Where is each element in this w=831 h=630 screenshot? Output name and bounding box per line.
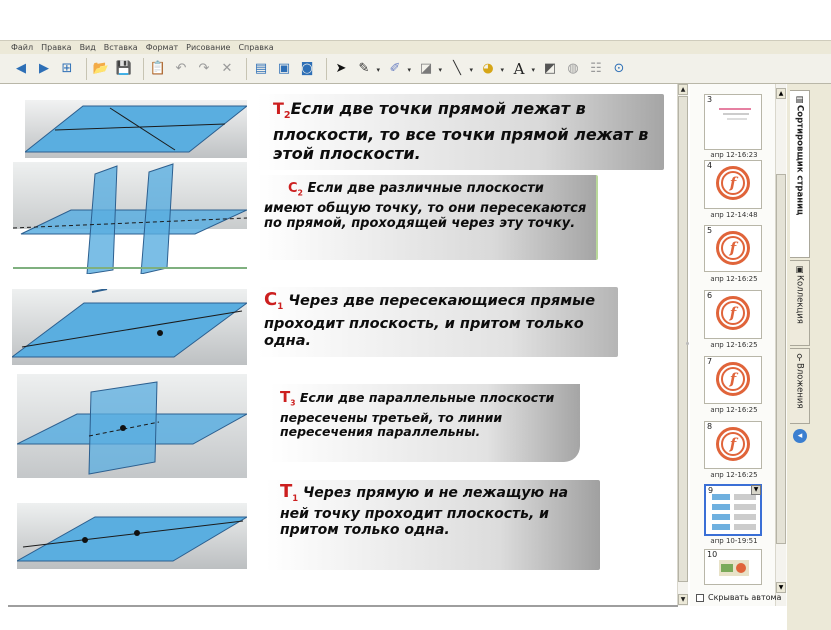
statement-text: Если две параллельные плоскости пересечены третьей, то линии пересечения параллельны. [280, 390, 555, 439]
gallery-icon[interactable]: ◍ [567, 61, 579, 76]
scroll-down-icon[interactable]: ▼ [776, 582, 786, 593]
page-date: апр 12-16:23 [710, 151, 758, 159]
select-icon[interactable]: ➤ [335, 61, 347, 76]
page-thumbnail-8[interactable] [704, 421, 762, 469]
page-thumbnail-10[interactable] [704, 549, 762, 585]
toolbar-separator [143, 58, 144, 80]
statement-code: T [280, 388, 291, 406]
f-logo-icon [716, 427, 750, 461]
tab-page-sorter[interactable] [790, 90, 810, 258]
statement-subscript: 3 [290, 398, 296, 408]
diagram-two-intersecting-lines [12, 289, 247, 365]
collapse-panel-icon[interactable]: ◂ [793, 429, 807, 443]
scroll-thumb[interactable] [678, 96, 688, 582]
f-logo-letter: f [721, 171, 745, 195]
redo-icon[interactable]: ↷ [198, 61, 210, 76]
statement-t3[interactable] [270, 384, 580, 462]
diagram-parallel-planes-third [17, 374, 247, 478]
diagram-intersecting-planes [13, 162, 247, 274]
fill-icon[interactable]: ◕ ▾ [482, 61, 504, 76]
statement-text: Через прямую и не лежащую на ней точку проходит плоскость, и притом только одна. [280, 485, 569, 538]
add-page-icon[interactable]: ⊞ [61, 61, 73, 76]
text-icon[interactable]: A ▾ [513, 59, 535, 78]
statement-subscript: 2 [283, 110, 291, 122]
statement-text: Если две точки прямой лежат в плоскости, то все точки прямой лежат в этой плоскости. [273, 99, 649, 164]
menu-file[interactable]: Файл [11, 43, 34, 52]
page-thumbnail-5[interactable] [704, 225, 762, 272]
diagram-line-and-point [17, 503, 247, 569]
page-number: 6 [707, 291, 713, 300]
page-number: 8 [707, 422, 713, 431]
page-sorter-icon: ▤ [794, 95, 805, 105]
eraser-icon[interactable]: ◪ ▾ [419, 61, 442, 76]
page-number: 3 [707, 95, 713, 104]
page-menu-icon[interactable]: ▼ [751, 485, 761, 495]
tab-label: Вложения [794, 363, 805, 409]
pen-icon[interactable]: ✎ ▾ [358, 61, 380, 76]
page-number: 4 [707, 161, 713, 170]
line-icon[interactable]: ╲ ▾ [453, 61, 473, 76]
forward-page-icon[interactable]: ▶ [39, 61, 49, 76]
sorter-scrollbar[interactable] [775, 84, 786, 606]
statement-subscript: 1 [292, 492, 299, 503]
autohide-checkbox[interactable] [696, 594, 704, 602]
statement-code: С [264, 289, 278, 310]
text-tool-label: A [513, 59, 525, 78]
canvas-bottom-border [8, 605, 678, 607]
page-number: 10 [707, 550, 718, 559]
autohide-label: Скрывать автома [708, 593, 782, 602]
menu-help[interactable]: Справка [238, 43, 274, 52]
tab-label: Коллекция [794, 275, 805, 324]
menu-edit[interactable]: Правка [41, 43, 72, 52]
statement-code: T [280, 481, 293, 502]
diagram-points-in-plane [25, 100, 247, 158]
statement-text: Через две пересекающиеся прямые проходит плоскость, и притом только одна. [264, 293, 596, 349]
main-toolbar [0, 54, 831, 84]
tab-label: Сортировщик страниц [794, 105, 805, 216]
page-thumbnail-4[interactable] [704, 160, 762, 209]
canvas-scrollbar[interactable] [677, 84, 688, 606]
f-logo-letter: f [721, 367, 745, 391]
tab-attachments[interactable] [790, 348, 810, 424]
save-icon[interactable]: 💾 [115, 61, 133, 76]
menu-format[interactable]: Формат [145, 43, 179, 52]
menu-insert[interactable]: Вставка [103, 43, 138, 52]
page-number: 5 [707, 226, 713, 235]
capture-icon[interactable]: ◙ [300, 61, 314, 76]
page-date: апр 12-16:25 [710, 275, 758, 283]
properties-icon[interactable]: ◩ [543, 61, 557, 76]
delete-icon[interactable]: ✕ [221, 61, 233, 76]
full-screen-icon[interactable]: ▣ [277, 61, 291, 76]
statement-code: T [273, 99, 284, 118]
menu-view[interactable]: Вид [79, 43, 96, 52]
autohide-option[interactable] [696, 593, 781, 602]
resize-grip[interactable] [686, 342, 689, 345]
more-icon[interactable]: ⊙ [613, 61, 625, 76]
statement-c2[interactable] [258, 175, 598, 260]
page-thumbnail-7[interactable] [704, 356, 762, 404]
paste-icon[interactable]: 📋 [149, 61, 167, 76]
statement-subscript: 1 [277, 301, 284, 312]
gallery-icon: ▣ [794, 265, 805, 275]
page-date: апр 10-19:51 [710, 537, 758, 545]
f-logo-icon [716, 166, 750, 200]
f-logo-icon [716, 231, 750, 265]
toolbar-separator [86, 58, 87, 80]
f-logo-icon [716, 362, 750, 396]
f-logo-letter: f [721, 301, 745, 325]
page-thumbnail-9-selected[interactable] [704, 484, 762, 536]
page-number: 9 [708, 486, 714, 495]
f-logo-icon [716, 296, 750, 330]
f-logo-letter: f [721, 432, 745, 456]
f-logo-letter: f [721, 236, 745, 260]
page-date: апр 12-16:25 [710, 471, 758, 479]
menu-draw[interactable]: Рисование [186, 43, 231, 52]
table-icon[interactable]: ☷ [590, 61, 602, 76]
statement-text: Если две различные плоскости имеют общую точку, то они пересекаются по прямой, проходящей через эту точку. [264, 181, 587, 231]
slide-canvas[interactable] [0, 84, 678, 606]
text-page-preview [705, 95, 761, 149]
undo-icon[interactable]: ↶ [175, 61, 187, 76]
screen-shade-icon[interactable]: ▤ [254, 61, 268, 76]
page-thumbnail-6[interactable] [704, 290, 762, 339]
page-date: апр 12-14:48 [710, 211, 758, 219]
back-page-icon[interactable]: ◀ [16, 61, 26, 76]
creative-pen-icon[interactable]: ✐ ▾ [389, 61, 411, 76]
page-thumbnail-3[interactable] [704, 94, 762, 150]
open-icon[interactable]: 📂 [92, 61, 110, 76]
statement-c1[interactable] [258, 287, 618, 357]
page-number: 7 [707, 357, 713, 366]
statement-t2[interactable] [257, 94, 664, 170]
statement-code: С [288, 181, 298, 196]
statement-t1[interactable] [266, 480, 600, 570]
paperclip-icon: ⚲ [794, 353, 805, 363]
side-tab-strip [787, 84, 831, 630]
scroll-down-icon[interactable]: ▼ [678, 594, 688, 605]
scroll-up-icon[interactable]: ▲ [678, 84, 688, 95]
tab-gallery[interactable] [790, 260, 810, 346]
toolbar-separator [326, 58, 327, 80]
menu-bar [0, 40, 831, 54]
scroll-up-icon[interactable]: ▲ [776, 88, 786, 99]
page-date: апр 12-16:25 [710, 341, 758, 349]
toolbar-separator [246, 58, 247, 80]
scroll-thumb[interactable] [776, 174, 786, 544]
statement-subscript: 2 [297, 188, 303, 198]
page-date: апр 12-16:25 [710, 406, 758, 414]
